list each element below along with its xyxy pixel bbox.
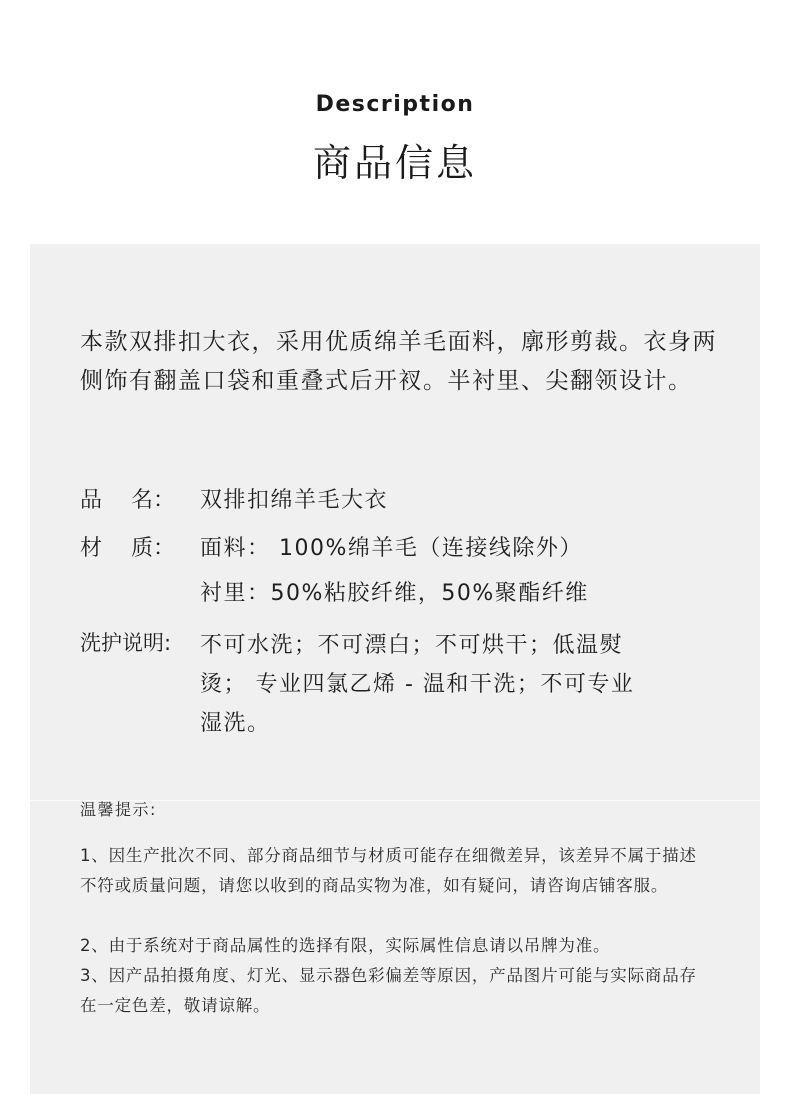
tip-item: 3、因产品拍摄角度、灯光、显示器色彩偏差等原因，产品图片可能与实际商品存在一定色差，敬请谅解。 (80, 966, 697, 1015)
tip-item: 1、因生产批次不同、部分商品细节与材质可能存在细微差异，该差异不属于描述不符或质量问题，请您以收到的商品实物为准，如有疑问，请咨询店铺客服。 (80, 846, 697, 895)
product-intro: 本款双排扣大衣，采用优质绵羊毛面料，廓形剪裁。衣身两侧饰有翻盖口袋和重叠式后开衩。半衬里、尖翻领设计。 (80, 329, 717, 394)
spec-material-lining: 衬里：50%粘胶纤维，50%聚酯纤维 (200, 581, 589, 606)
spec-name-label: 品 名： (80, 488, 175, 513)
section-title-english: Description (315, 92, 475, 117)
spec-care-label: 洗护说明: (80, 631, 172, 655)
section-title-chinese: 商品信息 (312, 141, 477, 185)
spec-name-value: 双排扣绵羊毛大衣 (200, 488, 389, 513)
tip-item: 2、由于系统对于商品属性的选择有限，实际属性信息请以吊牌为准。 (80, 936, 611, 955)
spec-care-value: 不可水洗；不可漂白；不可烘干；低温熨烫； 专业四氯乙烯 - 温和干洗；不可专业湿洗。 (200, 633, 635, 736)
tips-title: 温馨提示: (80, 800, 157, 819)
spec-material-label: 材 质： (80, 536, 175, 561)
spec-material-fabric: 面料： 100%绵羊毛（连接线除外） (200, 536, 583, 561)
